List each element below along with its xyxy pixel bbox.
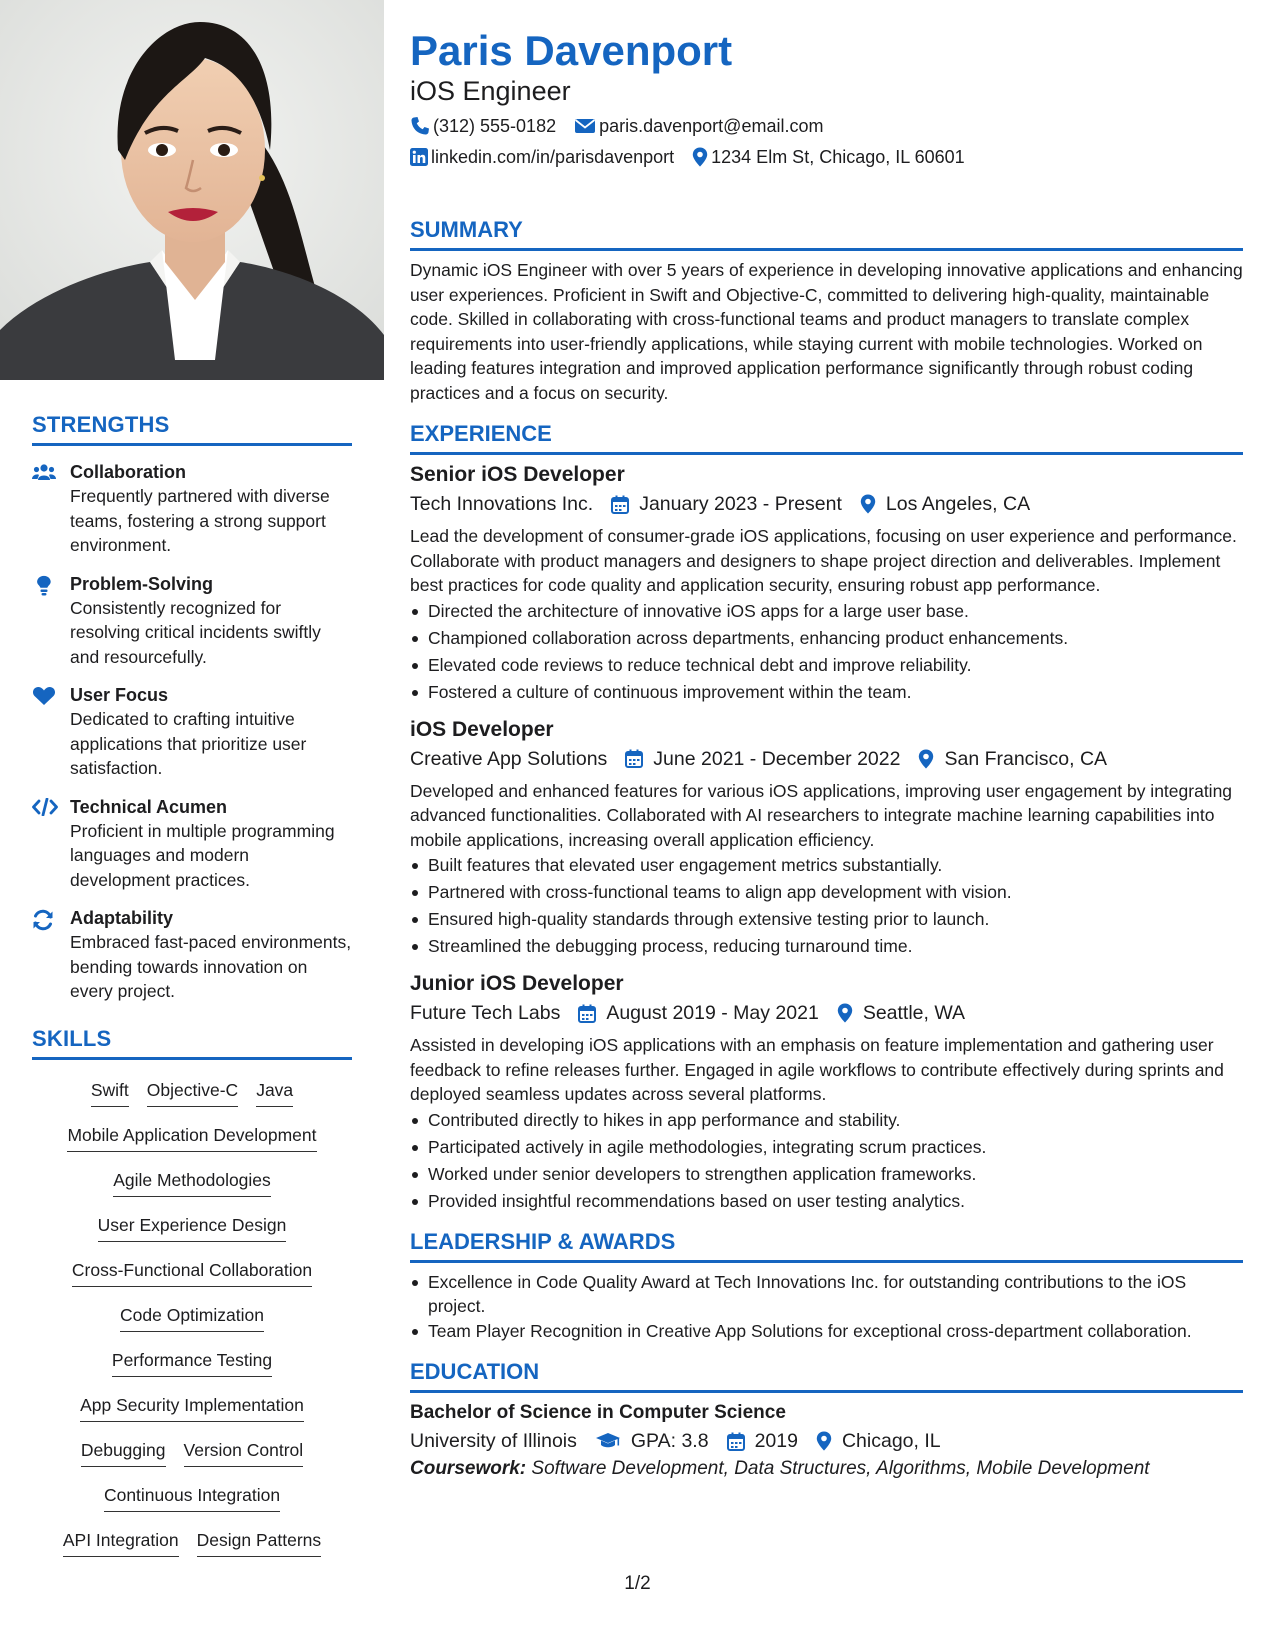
job-entry — [410, 716, 1243, 961]
leadership-heading: LEADERSHIP & AWARDS — [410, 1228, 676, 1254]
education-rule — [410, 1390, 1243, 1393]
gpa-text: GPA: 3.8 — [630, 1430, 709, 1452]
strength-item — [32, 572, 352, 670]
job-dates — [611, 490, 842, 518]
job-bullets — [410, 852, 1243, 960]
strength-desc: Frequently partnered with diverse teams, fostering a strong support environment. — [70, 486, 330, 555]
strength-item — [32, 683, 352, 781]
left-column — [0, 0, 384, 1650]
job-meta — [410, 490, 1243, 518]
bullet-item: Elevated code reviews to reduce technical debt and improve reliability. — [410, 652, 1243, 679]
strengths-heading: STRENGTHS — [32, 412, 170, 437]
leadership-rule — [410, 1260, 1243, 1263]
bullet-item: Contributed directly to hikes in app performance and stability. — [410, 1107, 1243, 1134]
job-dates — [625, 745, 900, 773]
location-pin-icon — [918, 749, 934, 769]
candidate-title: iOS Engineer — [410, 76, 571, 106]
bullet-item: Ensured high-quality standards through extensive testing prior to launch. — [410, 906, 1243, 933]
location-text: San Francisco, CA — [944, 747, 1108, 770]
skill-tag: API Integration — [63, 1528, 179, 1557]
summary-section — [410, 217, 1243, 405]
coursework — [410, 1455, 1243, 1483]
skill-tag: Performance Testing — [112, 1348, 272, 1377]
linkedin-icon — [410, 148, 428, 166]
job-company — [410, 745, 607, 773]
edu-location — [816, 1427, 941, 1455]
skill-row — [32, 1438, 352, 1483]
job-company — [410, 999, 560, 1027]
strength-title: Problem-Solving — [70, 573, 214, 594]
job-title: Senior iOS Developer — [410, 463, 625, 486]
address-item — [692, 145, 965, 169]
job-company — [410, 490, 593, 518]
award-item: Excellence in Code Quality Award at Tech Innovations Inc. for outstanding contributions to the iOS project. — [410, 1270, 1243, 1319]
skill-row — [32, 1303, 352, 1348]
strength-title: Technical Acumen — [70, 796, 228, 817]
skill-tag: Continuous Integration — [104, 1483, 280, 1512]
skill-row — [32, 1258, 352, 1303]
portrait-illustration — [0, 0, 384, 380]
skill-row — [32, 1168, 352, 1213]
skill-tag: Debugging — [81, 1438, 166, 1467]
summary-text: Dynamic iOS Engineer with over 5 years of experience in developing innovative applications and enhancing user experiences. Proficient in Swift and Objective-C, committed to delivering high-quality, maintainable code. Skilled in collaborating with cross-functional teams and product managers to translate complex requirements into user-friendly applications, while staying current with mobile technologies. Worked on leading features integration and improved application performance significantly through robust coding practices and a focus on security. — [410, 260, 1243, 403]
candidate-name: Paris Davenport — [410, 27, 733, 74]
location-text: Seattle, WA — [862, 1002, 966, 1024]
dates-text: January 2023 - Present — [639, 493, 842, 515]
strength-title: Adaptability — [70, 908, 174, 928]
skill-tag: Design Patterns — [197, 1528, 322, 1557]
dates-text: August 2019 - May 2021 — [606, 1002, 819, 1024]
bullet-item: Built features that elevated user engagement metrics substantially. — [410, 852, 1243, 879]
code-icon — [32, 795, 70, 893]
experience-section — [410, 421, 1243, 1215]
job-title: iOS Developer — [410, 717, 554, 741]
sync-icon — [32, 906, 70, 1004]
strength-title: Collaboration — [70, 462, 186, 482]
edu-year — [727, 1427, 798, 1455]
skill-tag: Swift — [91, 1078, 129, 1107]
bullet-item: Worked under senior developers to strengthen application frameworks. — [410, 1161, 1243, 1188]
coursework-text: Software Development, Data Structures, Algorithms, Mobile Development — [531, 1458, 1150, 1479]
skill-tag: Mobile Application Development — [67, 1123, 316, 1152]
page-number: 1/2 — [624, 1573, 651, 1594]
strength-title: User Focus — [70, 685, 169, 705]
email-text[interactable]: paris.davenport@email.com — [599, 116, 824, 136]
profile-photo — [0, 0, 384, 380]
strength-item — [32, 795, 352, 893]
skill-row — [32, 1078, 352, 1123]
job-desc: Assisted in developing iOS applications with an emphasis on feature implementation and gathering user feedback to refine releases further. Engaged in agile workflows to contribute effectively during sprints and deployed seamless updates across several platforms. — [410, 1035, 1224, 1104]
right-column — [410, 26, 1243, 1483]
phone-icon — [410, 116, 430, 136]
calendar-icon — [578, 1004, 596, 1023]
job-meta — [410, 745, 1243, 773]
skills-heading: SKILLS — [32, 1025, 112, 1051]
bullet-item: Fostered a culture of continuous improvement within the team. — [410, 679, 1243, 706]
skill-row — [32, 1483, 352, 1528]
company-text: Creative App Solutions — [410, 747, 608, 770]
skill-tag: Agile Methodologies — [113, 1168, 271, 1197]
location-pin-icon — [860, 494, 876, 514]
skill-tag: Java — [256, 1078, 293, 1107]
skill-tag: App Security Implementation — [80, 1393, 304, 1422]
company-text: Future Tech Labs — [410, 1002, 561, 1024]
skill-tag: Objective-C — [147, 1078, 238, 1107]
skill-row — [32, 1393, 352, 1438]
education-heading: EDUCATION — [410, 1359, 540, 1384]
job-bullets — [410, 1107, 1243, 1215]
location-text: Los Angeles, CA — [885, 493, 1031, 515]
school-name — [410, 1427, 577, 1455]
email-item[interactable] — [574, 114, 823, 138]
edu-location-text: Chicago, IL — [841, 1430, 941, 1452]
contact-row-2 — [410, 145, 1243, 169]
summary-rule — [410, 248, 1243, 251]
experience-heading: EXPERIENCE — [410, 421, 552, 446]
job-desc: Lead the development of consumer-grade iOS applications, focusing on user experience and performance. Collaborate with product managers and designers to shape project direction and deliverables. Implement best practices for code quality and application security, ensuring robust app performance. — [410, 526, 1237, 595]
strength-desc: Dedicated to crafting intuitive applications that prioritize user satisfaction. — [70, 709, 307, 778]
skill-tag: User Experience Design — [98, 1213, 287, 1242]
strengths-rule — [32, 443, 352, 446]
school-text: University of Illinois — [410, 1430, 577, 1452]
address-text: 1234 Elm St, Chicago, IL 60601 — [711, 147, 965, 167]
summary-heading: SUMMARY — [410, 217, 523, 242]
job-location — [918, 745, 1107, 773]
award-item: Team Player Recognition in Creative App Solutions for exceptional cross-department collaboration. — [410, 1319, 1243, 1344]
job-location — [860, 490, 1030, 518]
job-entry — [410, 970, 1243, 1215]
education-meta — [410, 1427, 1243, 1455]
users-icon — [32, 460, 70, 558]
phone-item — [410, 114, 556, 138]
calendar-icon — [611, 495, 629, 514]
bullet-item: Partnered with cross-functional teams to align app development with vision. — [410, 879, 1243, 906]
leadership-section — [410, 1229, 1243, 1344]
skills-list — [32, 1078, 352, 1573]
skill-tag: Version Control — [184, 1438, 304, 1467]
job-meta — [410, 999, 1243, 1027]
job-location — [837, 999, 965, 1027]
linkedin-item[interactable] — [410, 145, 674, 169]
skill-tag: Cross-Functional Collaboration — [72, 1258, 312, 1287]
skill-tag: Code Optimization — [120, 1303, 264, 1332]
location-pin-icon — [816, 1431, 832, 1451]
graduation-cap-icon — [595, 1432, 621, 1450]
experience-rule — [410, 452, 1243, 455]
location-pin-icon — [837, 1003, 853, 1023]
dates-text: June 2021 - December 2022 — [653, 747, 901, 770]
calendar-icon — [625, 749, 643, 768]
job-bullets — [410, 598, 1243, 706]
job-title: Junior iOS Developer — [410, 972, 624, 995]
bullet-item: Directed the architecture of innovative iOS apps for a large user base. — [410, 598, 1243, 625]
skill-row — [32, 1528, 352, 1573]
education-section — [410, 1359, 1243, 1483]
company-text: Tech Innovations Inc. — [410, 493, 594, 515]
gpa-item — [595, 1427, 709, 1455]
linkedin-text[interactable]: linkedin.com/in/parisdavenport — [431, 147, 675, 167]
bullet-item: Streamlined the debugging process, reducing turnaround time. — [410, 933, 1243, 960]
skills-rule — [32, 1057, 352, 1060]
coursework-label: Coursework: — [410, 1458, 527, 1479]
left-content — [32, 412, 352, 1573]
envelope-icon — [574, 117, 596, 135]
job-desc: Developed and enhanced features for various iOS applications, improving user engagement by integrating advanced functionalities. Collaborated with AI researchers to integrate machine learning capabilities into mobile applications, increasing overall application efficiency. — [410, 780, 1233, 850]
bullet-item: Participated actively in agile methodologies, integrating scrum practices. — [410, 1134, 1243, 1161]
bullet-item: Provided insightful recommendations based on user testing analytics. — [410, 1188, 1243, 1215]
phone-text: (312) 555-0182 — [433, 116, 557, 136]
strength-desc: Proficient in multiple programming languages and modern development practices. — [70, 820, 335, 890]
strength-desc: Consistently recognized for resolving critical incidents swiftly and resourcefully. — [70, 597, 321, 667]
degree-title: Bachelor of Science in Computer Science — [410, 1402, 786, 1423]
calendar-icon — [727, 1432, 745, 1451]
lightbulb-icon — [32, 572, 70, 670]
strength-item — [32, 906, 352, 1004]
strength-item — [32, 460, 352, 558]
leadership-list — [410, 1270, 1243, 1344]
job-entry — [410, 461, 1243, 706]
strength-desc: Embraced fast-paced environments, bending towards innovation on every project. — [70, 932, 352, 1001]
job-dates — [578, 999, 818, 1027]
bullet-item: Championed collaboration across departments, enhancing product enhancements. — [410, 625, 1243, 652]
skill-row — [32, 1123, 352, 1168]
heart-icon — [32, 683, 70, 781]
year-text: 2019 — [754, 1430, 798, 1452]
skill-row — [32, 1213, 352, 1258]
location-pin-icon — [692, 147, 708, 167]
skill-row — [32, 1348, 352, 1393]
contact-row — [410, 114, 1243, 138]
